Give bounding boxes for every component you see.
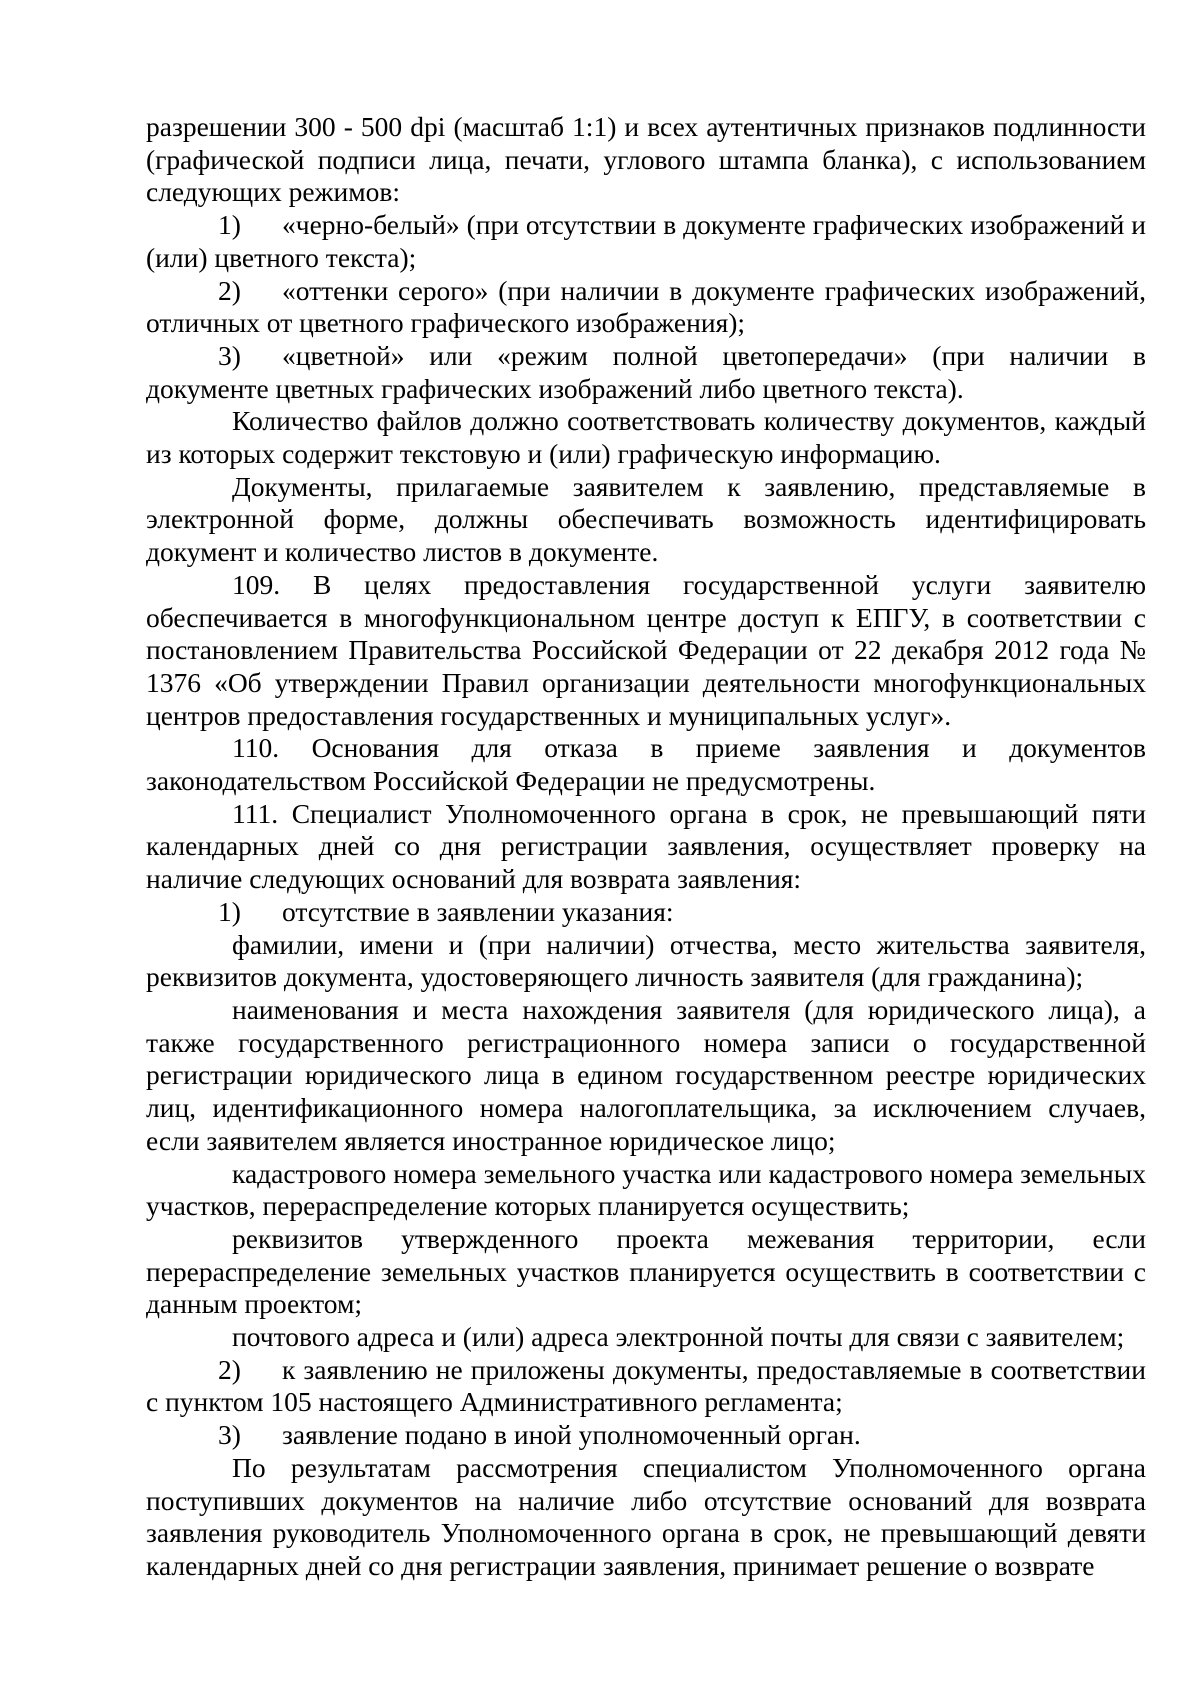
list-item-no-documents: [146, 1354, 1146, 1419]
document-page: [146, 111, 1146, 1583]
paragraph-file-count: Количество файлов должно соответствовать количеству документов, каждый из которых содержит текстовую и (или) графическую информацию.: [146, 405, 1146, 470]
list-item-text: «оттенки серого» (при наличии в документе графических изображений, отличных от цветного графического изображения);: [146, 274, 1146, 339]
list-item-number: 1): [218, 895, 241, 927]
paragraph-citizen-details: фамилии, имени и (при наличии) отчества, место жительства заявителя, реквизитов документа, удостоверяющего личность заявителя (для гражданина);: [146, 928, 1146, 993]
point-number: 111.: [232, 797, 279, 829]
list-item-text: к заявлению не приложены документы, предоставляемые в соответствии с пунктом 105 настоящего Административного регламента;: [146, 1353, 1146, 1418]
paragraph-point-111: [146, 798, 1146, 896]
list-item-missing-info: [146, 896, 1146, 929]
paragraph-postal-address: почтового адреса и (или) адреса электронной почты для связи с заявителем;: [232, 1321, 1125, 1353]
list-item-number: 3): [218, 339, 241, 371]
paragraph-review-results: По результатам рассмотрения специалистом Уполномоченного органа поступивших документов на наличие либо отсутствие оснований для возврата заявления руководитель Уполномоченного органа в срок, не превышающий девяти календарных дней со дня регистрации заявления, принимает решение о возврате: [146, 1451, 1146, 1581]
paragraph-survey-project: реквизитов утвержденного проекта межевания территории, если перераспределение земельных участков планируется осуществить в соответствии с данным проектом;: [146, 1222, 1146, 1320]
paragraph-legal-entity-details: наименования и места нахождения заявителя (для юридического лица), а также государственного регистрационного номера записи о государственной регистрации юридического лица в едином государственном реестре юридических лиц, идентификационного номера налогоплательщика, за исключением случаев, если заявителем является иностранное юридическое лицо;: [146, 993, 1146, 1156]
list-item-other-authority: [146, 1419, 1146, 1452]
list-item-black-white: [146, 209, 1146, 274]
list-item-text: отсутствие в заявлении указания:: [282, 895, 674, 927]
list-item-number: 2): [218, 274, 241, 306]
point-number: 110.: [232, 732, 280, 764]
list-item-number: 1): [218, 209, 241, 241]
list-item-text: заявление подано в иной уполномоченный орган.: [282, 1419, 861, 1451]
point-text: В целях предоставления государственной услуги заявителю обеспечивается в многофункциональном центре доступ к ЕПГУ, в соответствии с постановлением Правительства Российской Федерации от 22 декабря 2012 года № 1376 «Об утверждении Правил организации деятельности многофункциональных центров предоставления государственных и муниципальных услуг».: [146, 568, 1146, 731]
list-item-grayscale: [146, 275, 1146, 340]
paragraph-attached-documents: Документы, прилагаемые заявителем к заявлению, представляемые в электронной форме, должны обеспечивать возможность идентифицировать документ и количество листов в документе.: [146, 470, 1146, 568]
list-item-number: 3): [218, 1419, 241, 1451]
paragraph-scan-resolution: разрешении 300 - 500 dpi (масштаб 1:1) и всех аутентичных признаков подлинности (графической подписи лица, печати, углового штампа бланка), с использованием следующих режимов:: [146, 111, 1146, 208]
list-item-text: «черно-белый» (при отсутствии в документе графических изображений и (или) цветного текста);: [146, 209, 1146, 273]
list-item-text: «цветной» или «режим полной цветопередачи» (при наличии в документе цветных графических изображений либо цветного текста).: [146, 339, 1146, 404]
point-number: 109.: [232, 568, 281, 600]
list-item-color: [146, 340, 1146, 405]
point-text: Основания для отказа в приеме заявления и документов законодательством Российской Федерации не предусмотрены.: [146, 732, 1147, 797]
paragraph-point-110: [146, 732, 1146, 797]
point-text: Специалист Уполномоченного органа в срок, не превышающий пяти календарных дней со дня регистрации заявления, осуществляет проверку на наличие следующих оснований для возврата заявления:: [146, 797, 1146, 895]
list-item-number: 2): [218, 1353, 241, 1385]
paragraph-cadastral-number: кадастрового номера земельного участка или кадастрового номера земельных участков, перераспределение которых планируется осуществить;: [146, 1157, 1146, 1222]
paragraph-point-109: [146, 569, 1146, 733]
